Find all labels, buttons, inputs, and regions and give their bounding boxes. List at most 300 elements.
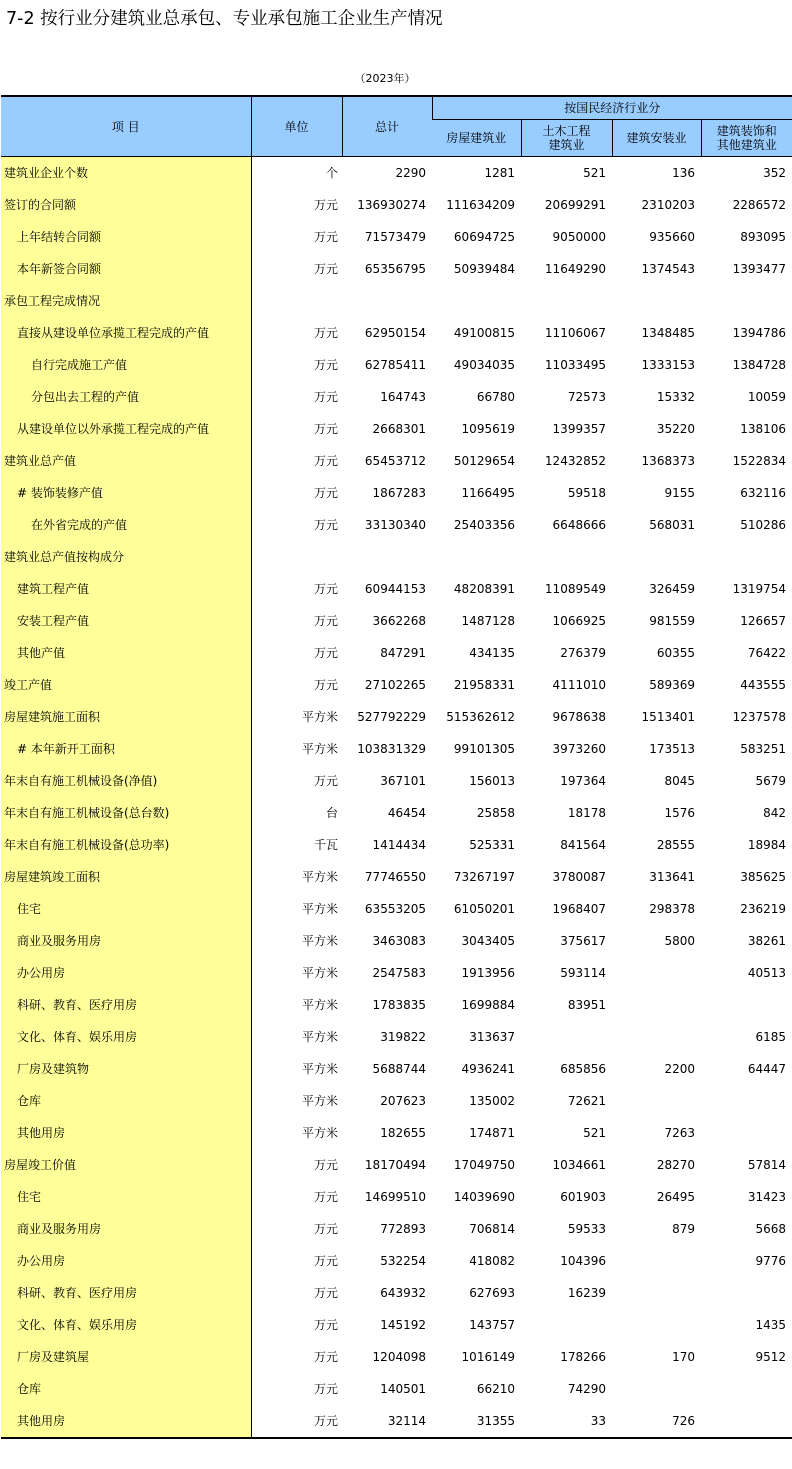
cell-decoration-value: 893095 (740, 230, 787, 244)
cell-housing-value: 60694725 (453, 230, 515, 244)
table-row (1, 1309, 792, 1341)
cell-housing-value: 525331 (469, 838, 515, 852)
cell-housing-value: 49034035 (453, 358, 515, 372)
cell-installation-value: 935660 (649, 230, 695, 244)
header-total: 总计 (342, 96, 432, 157)
header-decoration-other: 建筑装饰和 其他建筑业 (701, 120, 792, 157)
cell-civil-value: 3780087 (552, 870, 606, 884)
cell-installation-value: 589369 (649, 678, 695, 692)
cell-civil-value: 11033495 (544, 358, 606, 372)
row-label: 房屋建筑施工面积 (1, 701, 251, 733)
cell-installation-value: 9155 (664, 486, 695, 500)
row-unit: 万元 (313, 358, 338, 372)
cell-total-value: 77746550 (364, 870, 426, 884)
cell-decoration-value (701, 285, 792, 317)
row-unit: 万元 (313, 1286, 338, 1300)
header-industry-group: 按国民经济行业分 (432, 96, 792, 120)
row-unit (251, 285, 342, 317)
cell-civil-value: 178266 (560, 1350, 606, 1364)
row-unit: 平方米 (301, 966, 338, 980)
row-label: 建筑工程产值 (1, 573, 251, 605)
cell-decoration-value: 6185 (755, 1030, 787, 1044)
cell-housing-value: 156013 (469, 774, 515, 788)
header-housing-construction: 房屋建筑业 (432, 120, 521, 157)
cell-total-value: 2668301 (372, 422, 426, 436)
cell-civil-value: 9050000 (552, 230, 606, 244)
cell-housing-value: 1166495 (461, 486, 515, 500)
cell-housing-value: 73267197 (453, 870, 515, 884)
row-label: 住宅 (1, 1181, 251, 1213)
cell-decoration-value: 510286 (740, 518, 787, 532)
row-label: 仓库 (1, 1085, 251, 1117)
cell-civil-value: 33 (590, 1414, 606, 1428)
row-unit: 平方米 (301, 742, 338, 756)
cell-total-value: 46454 (387, 806, 426, 820)
cell-total-value: 164743 (380, 390, 426, 404)
year-note: （2023年） (354, 72, 416, 85)
page-title: 7-2 按行业分建筑业总承包、专业承包施工企业生产情况 (6, 9, 443, 29)
row-unit: 万元 (313, 486, 338, 500)
cell-housing-value: 174871 (469, 1126, 515, 1140)
row-label: 年末自有施工机械设备(总台数) (1, 797, 251, 829)
row-label: 科研、教育、医疗用房 (1, 989, 251, 1021)
table-row (1, 1117, 792, 1149)
row-label: 自行完成施工产值 (1, 349, 251, 381)
cell-installation-value: 136 (672, 166, 695, 180)
cell-civil-value: 16239 (567, 1286, 606, 1300)
table-row (1, 829, 792, 861)
cell-total-value: 14699510 (364, 1190, 426, 1204)
table-row (1, 157, 792, 190)
table-row (1, 509, 792, 541)
row-label: # 装饰装修产值 (1, 477, 251, 509)
table-row (1, 381, 792, 413)
table-row (1, 1181, 792, 1213)
cell-total-value: 27102265 (364, 678, 426, 692)
table-row (1, 1341, 792, 1373)
cell-civil-value: 593114 (560, 966, 606, 980)
cell-housing-value: 1095619 (461, 422, 515, 436)
row-label: 建筑业总产值按构成分 (1, 541, 251, 573)
cell-housing-value: 3043405 (461, 934, 515, 948)
cell-total-value: 103831329 (357, 742, 426, 756)
row-unit: 万元 (313, 774, 338, 788)
table-row (1, 1053, 792, 1085)
cell-civil-value: 104396 (560, 1254, 606, 1268)
cell-installation-value (612, 1021, 701, 1053)
cell-installation-value: 7263 (664, 1126, 695, 1140)
row-unit: 万元 (313, 198, 338, 212)
table-row (1, 765, 792, 797)
cell-civil-value: 601903 (560, 1190, 606, 1204)
table-row (1, 893, 792, 925)
row-unit: 万元 (313, 454, 338, 468)
cell-civil-value (521, 1021, 612, 1053)
cell-installation-value: 2310203 (641, 198, 695, 212)
cell-housing-value: 14039690 (453, 1190, 515, 1204)
row-label: 年末自有施工机械设备(总功率) (1, 829, 251, 861)
cell-total-value: 527792229 (357, 710, 426, 724)
row-unit: 平方米 (301, 1030, 338, 1044)
statistics-table (1, 95, 792, 1439)
cell-installation-value: 28555 (656, 838, 695, 852)
header-item: 项 目 (1, 96, 251, 157)
cell-decoration-value (701, 1277, 792, 1309)
row-unit: 万元 (313, 1190, 338, 1204)
cell-civil-value: 375617 (560, 934, 606, 948)
cell-housing-value: 99101305 (453, 742, 515, 756)
row-label: 住宅 (1, 893, 251, 925)
cell-installation-value (612, 1373, 701, 1405)
row-unit: 个 (325, 166, 338, 180)
row-label: 文化、体育、娱乐用房 (1, 1021, 251, 1053)
cell-installation-value: 1368373 (641, 454, 695, 468)
table-row (1, 413, 792, 445)
table-row (1, 1373, 792, 1405)
row-unit: 万元 (313, 678, 338, 692)
cell-civil-value: 83951 (567, 998, 606, 1012)
cell-total-value: 65453712 (364, 454, 426, 468)
table-row (1, 541, 792, 573)
table-row (1, 669, 792, 701)
cell-decoration-value: 64447 (747, 1062, 787, 1076)
cell-civil-value: 4111010 (552, 678, 606, 692)
row-unit: 万元 (313, 262, 338, 276)
cell-total-value: 5688744 (372, 1062, 426, 1076)
cell-total-value: 1204098 (372, 1350, 426, 1364)
row-label: 文化、体育、娱乐用房 (1, 1309, 251, 1341)
cell-total-value: 3463083 (372, 934, 426, 948)
table-row (1, 477, 792, 509)
cell-civil-value: 11649290 (544, 262, 606, 276)
cell-total-value: 772893 (380, 1222, 426, 1236)
cell-civil-value: 276379 (560, 646, 606, 660)
table-row (1, 797, 792, 829)
cell-decoration-value: 18984 (747, 838, 787, 852)
cell-installation-value (612, 1245, 701, 1277)
row-unit: 万元 (313, 1382, 338, 1396)
cell-installation-value: 35220 (656, 422, 695, 436)
cell-housing-value: 111634209 (446, 198, 515, 212)
cell-decoration-value: 10059 (747, 390, 787, 404)
row-unit: 平方米 (301, 1062, 338, 1076)
row-label: 年末自有施工机械设备(净值) (1, 765, 251, 797)
cell-decoration-value: 31423 (747, 1190, 787, 1204)
row-unit: 平方米 (301, 1094, 338, 1108)
header-installation: 建筑安装业 (612, 120, 701, 157)
cell-civil-value: 1066925 (552, 614, 606, 628)
cell-decoration-value: 9512 (755, 1350, 787, 1364)
cell-decoration-value: 1319754 (732, 582, 787, 596)
cell-decoration-value (701, 989, 792, 1021)
cell-civil-value: 521 (583, 1126, 606, 1140)
cell-total-value: 136930274 (357, 198, 426, 212)
cell-civil-value (521, 1309, 612, 1341)
cell-installation-value: 1333153 (641, 358, 695, 372)
cell-housing-value (432, 541, 521, 573)
row-label: 房屋竣工价值 (1, 1149, 251, 1181)
table-row (1, 1085, 792, 1117)
table-row (1, 189, 792, 221)
row-label: 房屋建筑竣工面积 (1, 861, 251, 893)
cell-housing-value: 61050201 (453, 902, 515, 916)
cell-civil-value: 1399357 (552, 422, 606, 436)
cell-decoration-value: 842 (763, 806, 787, 820)
cell-installation-value: 28270 (656, 1158, 695, 1172)
row-unit: 万元 (313, 646, 338, 660)
row-label: 上年结转合同额 (1, 221, 251, 253)
row-label: 分包出去工程的产值 (1, 381, 251, 413)
row-label: 签订的合同额 (1, 189, 251, 221)
cell-housing-value: 706814 (469, 1222, 515, 1236)
cell-installation-value: 326459 (649, 582, 695, 596)
cell-total-value: 3662268 (372, 614, 426, 628)
cell-civil-value: 11089549 (544, 582, 606, 596)
cell-installation-value (612, 957, 701, 989)
cell-installation-value (612, 989, 701, 1021)
row-label: 承包工程完成情况 (1, 285, 251, 317)
cell-civil-value: 197364 (560, 774, 606, 788)
cell-installation-value: 173513 (649, 742, 695, 756)
cell-total-value: 62950154 (364, 326, 426, 340)
row-label: 厂房及建筑屋 (1, 1341, 251, 1373)
cell-installation-value: 60355 (656, 646, 695, 660)
row-label: 其他产值 (1, 637, 251, 669)
cell-civil-value: 685856 (560, 1062, 606, 1076)
cell-housing-value: 1699884 (461, 998, 515, 1012)
cell-decoration-value: 40513 (747, 966, 787, 980)
cell-installation-value (612, 541, 701, 573)
cell-decoration-value: 385625 (740, 870, 787, 884)
cell-installation-value: 568031 (649, 518, 695, 532)
table-row (1, 957, 792, 989)
cell-installation-value: 726 (672, 1414, 695, 1428)
cell-total-value: 65356795 (364, 262, 426, 276)
cell-decoration-value: 2286572 (732, 198, 787, 212)
cell-decoration-value: 583251 (740, 742, 787, 756)
header-unit: 单位 (251, 96, 342, 157)
cell-installation-value: 981559 (649, 614, 695, 628)
row-unit: 平方米 (301, 934, 338, 948)
row-label: 商业及服务用房 (1, 1213, 251, 1245)
cell-total-value: 1783835 (372, 998, 426, 1012)
row-label: 商业及服务用房 (1, 925, 251, 957)
row-label: 厂房及建筑物 (1, 1053, 251, 1085)
cell-decoration-value: 9776 (755, 1254, 787, 1268)
table-row (1, 1277, 792, 1309)
cell-decoration-value: 1522834 (732, 454, 787, 468)
row-label: 仓库 (1, 1373, 251, 1405)
cell-decoration-value: 5679 (755, 774, 787, 788)
table-row (1, 253, 792, 285)
cell-total-value: 643932 (380, 1286, 426, 1300)
row-label: 从建设单位以外承揽工程完成的产值 (1, 413, 251, 445)
cell-housing-value: 66210 (476, 1382, 515, 1396)
cell-total-value (342, 285, 432, 317)
row-unit: 万元 (313, 582, 338, 596)
row-unit: 千瓦 (313, 838, 338, 852)
table-row (1, 1245, 792, 1277)
cell-installation-value: 170 (672, 1350, 695, 1364)
cell-civil-value: 74290 (567, 1382, 606, 1396)
cell-total-value: 62785411 (364, 358, 426, 372)
cell-installation-value (612, 285, 701, 317)
cell-total-value: 32114 (387, 1414, 426, 1428)
cell-housing-value: 49100815 (453, 326, 515, 340)
cell-housing-value: 1487128 (461, 614, 515, 628)
row-label: # 本年新开工面积 (1, 733, 251, 765)
cell-total-value: 140501 (380, 1382, 426, 1396)
table-row (1, 925, 792, 957)
cell-civil-value: 1034661 (552, 1158, 606, 1172)
row-unit: 万元 (313, 230, 338, 244)
cell-civil-value: 3973260 (552, 742, 606, 756)
row-unit: 万元 (313, 1158, 338, 1172)
cell-civil-value: 12432852 (544, 454, 606, 468)
cell-decoration-value: 1237578 (732, 710, 787, 724)
cell-installation-value: 8045 (664, 774, 695, 788)
cell-housing-value: 25858 (476, 806, 515, 820)
cell-total-value: 532254 (380, 1254, 426, 1268)
cell-decoration-value: 5668 (755, 1222, 787, 1236)
row-label: 安装工程产值 (1, 605, 251, 637)
row-unit: 万元 (313, 614, 338, 628)
row-unit: 万元 (313, 1414, 338, 1428)
cell-decoration-value: 443555 (740, 678, 787, 692)
cell-decoration-value: 76422 (747, 646, 787, 660)
cell-total-value: 63553205 (364, 902, 426, 916)
cell-total-value: 207623 (380, 1094, 426, 1108)
cell-civil-value: 6648666 (552, 518, 606, 532)
cell-housing-value: 66780 (476, 390, 515, 404)
cell-decoration-value (701, 1405, 792, 1438)
cell-total-value (342, 541, 432, 573)
cell-installation-value: 1576 (664, 806, 695, 820)
cell-civil-value: 72573 (567, 390, 606, 404)
cell-total-value: 145192 (380, 1318, 426, 1332)
cell-housing-value: 31355 (476, 1414, 515, 1428)
cell-housing-value: 4936241 (461, 1062, 515, 1076)
cell-installation-value (612, 1277, 701, 1309)
row-label: 建筑业企业个数 (1, 157, 251, 190)
table-row (1, 605, 792, 637)
row-label: 建筑业总产值 (1, 445, 251, 477)
table-row (1, 317, 792, 349)
cell-housing-value: 627693 (469, 1286, 515, 1300)
cell-decoration-value (701, 1085, 792, 1117)
row-unit: 万元 (313, 1318, 338, 1332)
cell-installation-value: 313641 (649, 870, 695, 884)
cell-total-value: 182655 (380, 1126, 426, 1140)
table-header (1, 96, 792, 157)
cell-civil-value: 20699291 (544, 198, 606, 212)
cell-decoration-value: 352 (763, 166, 787, 180)
cell-installation-value: 1348485 (641, 326, 695, 340)
table-row (1, 573, 792, 605)
cell-housing-value: 48208391 (453, 582, 515, 596)
cell-decoration-value: 236219 (740, 902, 787, 916)
table-row (1, 1149, 792, 1181)
cell-total-value: 319822 (380, 1030, 426, 1044)
cell-installation-value: 1513401 (641, 710, 695, 724)
cell-housing-value: 1913956 (461, 966, 515, 980)
cell-total-value: 1414434 (372, 838, 426, 852)
row-label: 办公用房 (1, 1245, 251, 1277)
header-civil-engineering: 土木工程 建筑业 (521, 120, 612, 157)
cell-housing-value: 1281 (484, 166, 515, 180)
row-unit: 万元 (313, 422, 338, 436)
row-unit (251, 541, 342, 573)
row-unit: 台 (325, 806, 338, 820)
cell-installation-value (612, 1085, 701, 1117)
cell-total-value: 60944153 (364, 582, 426, 596)
cell-installation-value: 15332 (656, 390, 695, 404)
table-row (1, 733, 792, 765)
row-unit: 平方米 (301, 1126, 338, 1140)
cell-decoration-value: 1384728 (732, 358, 787, 372)
cell-housing-value: 515362612 (446, 710, 515, 724)
row-unit: 万元 (313, 390, 338, 404)
cell-decoration-value: 1394786 (732, 326, 787, 340)
cell-civil-value: 521 (583, 166, 606, 180)
row-label: 办公用房 (1, 957, 251, 989)
row-unit: 万元 (313, 1254, 338, 1268)
row-unit: 万元 (313, 326, 338, 340)
cell-total-value: 367101 (380, 774, 426, 788)
cell-decoration-value: 632116 (740, 486, 787, 500)
cell-decoration-value: 1435 (755, 1318, 787, 1332)
cell-civil-value: 1968407 (552, 902, 606, 916)
cell-housing-value: 1016149 (461, 1350, 515, 1364)
cell-total-value: 33130340 (364, 518, 426, 532)
cell-decoration-value (701, 1373, 792, 1405)
cell-housing-value: 21958331 (453, 678, 515, 692)
table-row (1, 445, 792, 477)
cell-decoration-value (701, 541, 792, 573)
cell-total-value: 2547583 (372, 966, 426, 980)
table-row (1, 349, 792, 381)
cell-total-value: 18170494 (364, 1158, 426, 1172)
cell-civil-value: 59533 (567, 1222, 606, 1236)
cell-housing-value: 17049750 (453, 1158, 515, 1172)
cell-civil-value (521, 541, 612, 573)
table-row (1, 861, 792, 893)
cell-civil-value: 18178 (567, 806, 606, 820)
row-label: 本年新签合同额 (1, 253, 251, 285)
cell-installation-value: 2200 (664, 1062, 695, 1076)
cell-civil-value (521, 285, 612, 317)
row-unit: 平方米 (301, 710, 338, 724)
table-row (1, 1405, 792, 1438)
cell-housing-value: 143757 (469, 1318, 515, 1332)
cell-decoration-value: 126657 (740, 614, 787, 628)
row-label: 在外省完成的产值 (1, 509, 251, 541)
cell-installation-value: 26495 (656, 1190, 695, 1204)
cell-housing-value: 434135 (469, 646, 515, 660)
cell-housing-value: 313637 (469, 1030, 515, 1044)
cell-decoration-value (701, 1117, 792, 1149)
cell-installation-value: 1374543 (641, 262, 695, 276)
cell-total-value: 847291 (380, 646, 426, 660)
cell-installation-value (612, 1309, 701, 1341)
cell-decoration-value: 138106 (740, 422, 787, 436)
cell-decoration-value: 38261 (747, 934, 787, 948)
row-unit: 平方米 (301, 998, 338, 1012)
table-row (1, 1213, 792, 1245)
cell-total-value: 2290 (395, 166, 426, 180)
cell-housing-value: 418082 (469, 1254, 515, 1268)
cell-installation-value: 879 (672, 1222, 695, 1236)
